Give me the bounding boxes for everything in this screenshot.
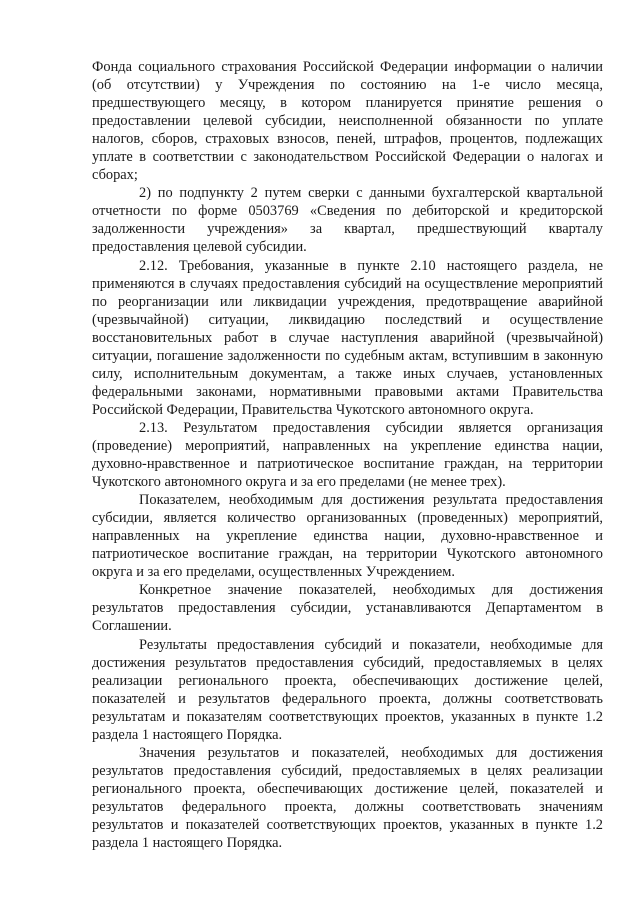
paragraph-1: Фонда социального страхования Российской Федерации информации о наличии (об отсутствии) у Учреждения по состоянию на 1-е число месяца, предшествующего месяцу, в котором планируется принятие решения о предоставлении целевой субсидии, неисполненной обязанности по уплате налогов, сборов, страховых взносов, пеней, штрафов, процентов, подлежащих уплате в соответствии с законодательством Российской Федерации о налогах и сборах; [92, 59, 603, 184]
paragraph-3: 2.12. Требования, указанные в пункте 2.10 настоящего раздела, не применяются в случаях предоставления субсидий на осуществление мероприятий по реорганизации или ликвидации учреждения, предотвращение аварийной (чрезвычайной) ситуации, ликвидацию последствий и осуществление восстановительных работ в случае наступления аварийной (чрезвычайной) ситуации, погашение задолженности по судебным актам, вступившим в законную силу, исполнительным документам, а также иных случаев, установленных федеральными законами, нормативными правовыми актами Правительства Российской Федерации, Правительства Чукотского автономного округа. [92, 257, 603, 418]
document-page [92, 58, 603, 852]
paragraph-2: 2) по подпункту 2 путем сверки с данными бухгалтерской квартальной отчетности по форме 0503769 «Сведения по дебиторской и кредиторской задолженности учреждения» за квартал, предшествующий кварталу предоставления целевой субсидии. [92, 185, 603, 256]
paragraph-7: Результаты предоставления субсидий и показатели, необходимые для достижения результатов предоставления субсидий, предоставляемых в целях реализации регионального проекта, обеспечивающих достижение целей, показателей и результатов федерального проекта, должны соответствовать результатам и показателям соответствующих проектов, указанных в пункте 1.2 раздела 1 настоящего Порядка. [92, 636, 603, 743]
paragraph-5: Показателем, необходимым для достижения результата предоставления субсидии, является количество организованных (проведенных) мероприятий, направленных на укрепление единства нации, духовно-нравственное и патриотическое воспитание граждан, на территории Чукотского автономного округа и за его пределами, осуществленных Учреждением. [92, 492, 603, 581]
paragraph-6: Конкретное значение показателей, необходимых для достижения результатов предоставления субсидии, устанавливаются Департаментом в Соглашении. [92, 582, 603, 635]
paragraph-4: 2.13. Результатом предоставления субсидии является организация (проведение) мероприятий, направленных на укрепление единства нации, духовно-нравственное и патриотическое воспитание граждан, на территории Чукотского автономного округа и за его пределами (не менее трех). [92, 419, 603, 491]
paragraph-8: Значения результатов и показателей, необходимых для достижения результатов предоставления субсидий, предоставляемых в целях реализации регионального проекта, обеспечивающих достижение целей, показателей и результатов федерального проекта, должны соответствовать значениям результатов и показателей соответствующих проектов, указанных в пункте 1.2 раздела 1 настоящего Порядка. [92, 744, 603, 852]
